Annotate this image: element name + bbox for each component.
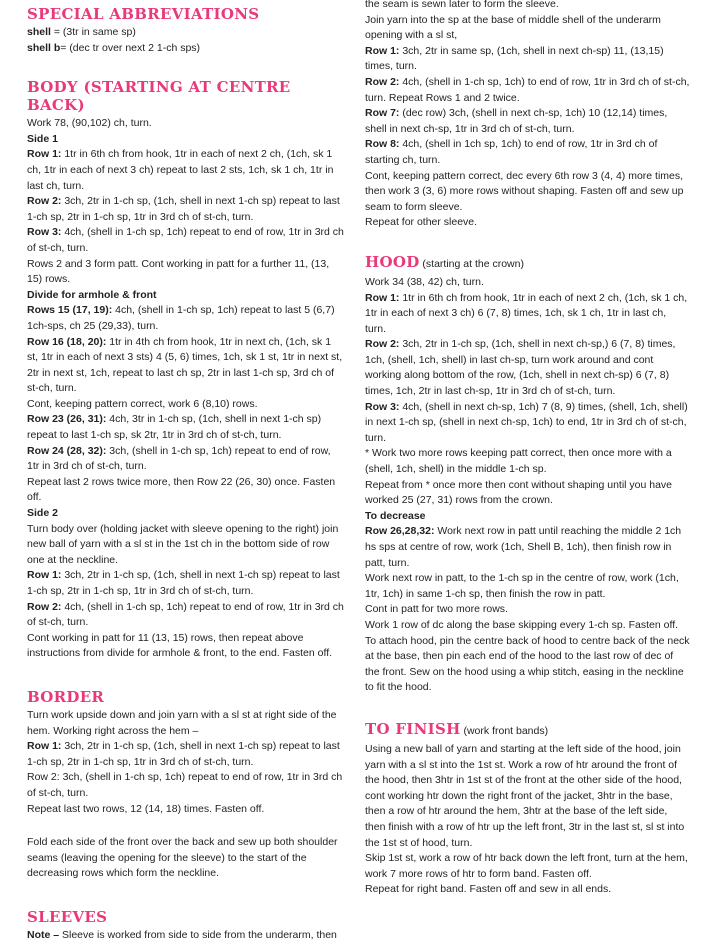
- instruction-text: Repeat for other sleeve.: [365, 216, 478, 229]
- instruction-text: Sleeve is worked from side to side from the underarm, then: [59, 928, 337, 941]
- instruction-text: Work 1 row of dc along the base skipping every 1-ch sp. Fasten off. To attach hood, pin the centre back of hood to centre back of the neck at the base, then pin each end of the hood to the last row of dec of the front. Sew on the hood using a whip stitch, easing in the neckline to fit the hood.: [365, 618, 690, 694]
- instruction-paragraph: [27, 257, 345, 288]
- instruction-paragraph: [27, 194, 345, 225]
- instruction-paragraph: [27, 739, 345, 770]
- instruction-text: Cont, keeping pattern correct, work 6 (8,10) rows.: [27, 397, 258, 410]
- instruction-paragraph: [365, 400, 690, 447]
- row-label: Row 1:: [365, 44, 400, 57]
- instruction-paragraph: [365, 215, 690, 231]
- instruction-paragraph: [365, 44, 690, 75]
- instruction-paragraph: [27, 770, 345, 801]
- instruction-text: Cont working in patt for 11 (13, 15) rows, then repeat above instructions from divide for armhole & front, to the end. Fasten off.: [27, 631, 333, 660]
- row-label: Note –: [27, 928, 60, 941]
- instruction-paragraph: [365, 291, 690, 338]
- instruction-text: = (3tr in same sp): [50, 26, 136, 38]
- instruction-paragraph: [365, 571, 690, 602]
- instruction-text: 3ch, 2tr in same sp, (1ch, shell in next ch-sp) 11, (13,15) times, turn.: [365, 44, 664, 73]
- instruction-text: Turn work upside down and join yarn with a sl st at right side of the hem. Working right across the hem –: [27, 708, 337, 737]
- instruction-paragraph: [365, 137, 690, 168]
- instruction-text: Row 2: 3ch, (shell in 1-ch sp, 1ch) repeat to end of row, 1tr in 3rd ch of st-ch, turn.: [27, 771, 343, 799]
- instruction-paragraph: [27, 802, 345, 818]
- row-label: shell: [27, 26, 51, 38]
- row-label: To decrease: [365, 509, 426, 522]
- instruction-text: 1tr in 6th ch from hook, 1tr in each of next 2 ch, (1ch, sk 1 ch, 1tr in each of next 3 ch) repeat to last 2 sts, 1ch, sk 1 ch, 1tr in last ch, turn.: [27, 148, 334, 192]
- instruction-paragraph: [27, 303, 345, 334]
- instruction-paragraph: [27, 444, 345, 475]
- section-heading-special-abbreviations: [27, 5, 345, 23]
- instruction-paragraph: [27, 522, 345, 569]
- instruction-text: Work 34 (38, 42) ch, turn.: [365, 275, 484, 288]
- row-label: Row 26,28,32:: [365, 525, 435, 538]
- row-label: Side 2: [27, 507, 58, 520]
- instruction-paragraph: [365, 446, 690, 477]
- heading-text: BODY (STARTING AT CENTRE BACK): [27, 78, 291, 115]
- instruction-paragraph: [27, 41, 345, 57]
- instruction-paragraph: [27, 147, 345, 194]
- heading-text: HOOD: [365, 252, 420, 271]
- instruction-text: Rows 2 and 3 form patt. Cont working in patt for a further 11, (13, 15) rows.: [27, 257, 330, 286]
- instruction-paragraph: [27, 335, 345, 397]
- instruction-text: 4ch, (shell in 1ch sp, 1ch) to end of row, 1tr in 3rd ch of starting ch, turn.: [365, 138, 658, 166]
- instruction-paragraph: [27, 835, 345, 882]
- instruction-text: = (dec tr over next 2 1-ch sps): [60, 41, 201, 54]
- instruction-text: 3ch, 2tr in 1-ch sp, (1ch, shell in next 1-ch sp) repeat to last 1-ch sp, 2tr in 1-ch sp, 1tr in 3rd ch of st-ch, turn.: [27, 569, 340, 597]
- heading-text: SLEEVES: [27, 907, 108, 926]
- instruction-text: Using a new ball of yarn and starting at the left side of the hood, join yarn with a sl st into the 1st st. Work a row of htr around the front of the hood, then 3htr in 1st st of the front at the other side of the hood, cont working htr down the right front of the jacket, 3htr in the base, then a row of htr around the hem, 3htr at the base of the left side, then finish with a row of htr up the left front, 3tr in the last st, sl st into the 1st st of hood, turn.: [365, 742, 685, 849]
- row-label: Row 1:: [27, 740, 62, 753]
- row-label: Row 3:: [27, 226, 62, 239]
- instruction-text: 3ch, 2tr in 1-ch sp, (1ch, shell in next 1-ch sp) repeat to last 1-ch sp, 2tr in 1-ch sp, 1tr in 3rd ch of st-ch, turn.: [27, 740, 340, 768]
- row-label: Rows 15 (17, 19):: [27, 304, 113, 317]
- section-heading-hood: [365, 253, 690, 273]
- section-heading-sleeves: [27, 908, 345, 926]
- row-label: Row 2:: [365, 75, 400, 88]
- instruction-paragraph: [27, 631, 345, 662]
- section-heading-border: [27, 688, 345, 706]
- instruction-text: Skip 1st st, work a row of htr back down the left front, turn at the hem, work 7 more rows of htr to form band. Fasten off.: [365, 852, 688, 880]
- instruction-text: Cont, keeping pattern correct, dec every 6th row 3 (4, 4) more times, then work 3 (3, 6) more rows without shaping. Fasten off and sew up seam to form sleeve.: [365, 169, 684, 213]
- heading-subtitle: (work front bands): [460, 724, 549, 737]
- row-label: Divide for armhole & front: [27, 288, 157, 301]
- row-label: Row 2:: [365, 338, 400, 351]
- instruction-text: Work next row in patt until reaching the middle 2 1ch hs sps at centre of row, work (1ch, Shell B, 1ch), then finish row in patt, turn.: [365, 525, 682, 569]
- instruction-paragraph: [27, 928, 345, 944]
- row-label: Row 1:: [27, 569, 62, 582]
- row-label: Row 2:: [27, 195, 62, 208]
- row-label: shell b: [27, 41, 61, 54]
- row-label: Side 1: [27, 132, 58, 145]
- instruction-paragraph: [27, 25, 345, 41]
- instruction-paragraph: [27, 475, 345, 506]
- instruction-paragraph: [27, 412, 345, 443]
- instruction-text: Repeat last two rows, 12 (14, 18) times. Fasten off.: [27, 802, 265, 815]
- instruction-paragraph: [365, 742, 690, 851]
- instruction-paragraph: [365, 13, 690, 44]
- row-label: Row 1:: [27, 148, 62, 161]
- instruction-text: 4ch, (shell in next ch-sp, 1ch) 7 (8, 9) times, (shell, 1ch, shell) in next 1-ch sp, (shell in next ch-sp, 1ch) to end, 1tr in 3rd ch of st-ch, turn.: [365, 400, 688, 444]
- left-column: [27, 0, 345, 944]
- instruction-text: Cont in patt for two more rows.: [365, 603, 508, 616]
- section-heading-to-finish: [365, 720, 690, 740]
- instruction-text: 4ch, (shell in 1-ch sp, 1ch) repeat to last 5 (6,7) 1ch-sps, ch 25 (29,33), turn.: [27, 304, 335, 332]
- heading-text: TO FINISH: [365, 719, 461, 738]
- instruction-text: 1tr in 6th ch from hook, 1tr in each of next 2 ch, (1ch, sk 1 ch, 1tr in each of next 3 ch) 6 (7, 8) times, 1ch, sk 1 ch, 1tr in last ch, turn.: [365, 291, 688, 335]
- instruction-text: Repeat from * once more then cont without shaping until you have worked 25 (27, 31) rows from the crown.: [365, 478, 673, 507]
- instruction-text: 3ch, 2tr in 1-ch sp, (1ch, shell in next ch-sp,) 6 (7, 8) times, 1ch, (shell, 1ch, shell) in last ch-sp, turn work around and cont working along bottom of the row, (1ch, shell in next ch-sp) 6 (7, 8) times, 1ch, 2tr in last ch-sp, 1tr in 3rd ch of st-ch, turn.: [365, 338, 676, 398]
- right-column: [365, 0, 690, 898]
- instruction-paragraph: [365, 602, 690, 618]
- row-label: Row 3:: [365, 400, 400, 413]
- instruction-paragraph: [365, 75, 690, 106]
- row-label: Row 23 (26, 31):: [27, 413, 107, 426]
- instruction-paragraph: [365, 882, 690, 898]
- instruction-text: (dec row) 3ch, (shell in next ch-sp, 1ch) 10 (12,14) times, shell in next ch-sp, 1tr in 3rd ch of st-ch, turn.: [365, 107, 668, 135]
- instruction-paragraph: [27, 288, 345, 304]
- instruction-paragraph: [365, 106, 690, 137]
- instruction-text: * Work two more rows keeping patt correct, then once more with a (shell, 1ch, shell) in the middle 1-ch sp.: [365, 447, 672, 476]
- row-label: Row 16 (18, 20):: [27, 335, 107, 348]
- row-label: Row 24 (28, 32):: [27, 444, 107, 457]
- instruction-text: 3ch, 2tr in 1-ch sp, (1ch, shell in next 1-ch sp) repeat to last 1-ch sp, 2tr in 1-ch sp, 1tr in 3rd ch of st-ch, turn.: [27, 195, 340, 223]
- instruction-paragraph: [27, 600, 345, 631]
- instruction-paragraph: [365, 618, 690, 696]
- instruction-text: 3ch, (shell in 1-ch sp, 1ch) repeat to end of row, 1tr in 3rd ch of st-ch, turn.: [27, 444, 331, 473]
- instruction-paragraph: [27, 397, 345, 413]
- instruction-text: Work 78, (90,102) ch, turn.: [27, 117, 152, 130]
- instruction-paragraph: [365, 169, 690, 216]
- instruction-text: 4ch, (shell in 1-ch sp, 1ch) repeat to end of row, 1tr in 3rd ch of st-ch, turn.: [27, 600, 344, 629]
- row-label: Row 8:: [365, 138, 400, 151]
- instruction-text: 1tr in 4th ch from hook, 1tr in next ch, (1ch, sk 1 st, 1tr in each of next 3 sts) 4 (5, 6) times, 1ch, sk 1 st, 1tr in next st, 2tr in next st, 1ch, repeat to last ch sp, 2tr in last 1-ch sp, 3rd ch of st-ch, turn.: [27, 335, 343, 395]
- instruction-text: Repeat last 2 rows twice more, then Row 22 (26, 30) once. Fasten off.: [27, 475, 336, 504]
- instruction-text: 4ch, 3tr in 1-ch sp, (1ch, shell in next 1-ch sp) repeat to last 1-ch sp, sk 2tr, 1tr in 3rd ch of st-ch, turn.: [27, 413, 322, 442]
- instruction-text: Join yarn into the sp at the base of middle shell of the underarm opening with a sl st,: [365, 13, 661, 42]
- row-label: Row 2:: [27, 600, 62, 613]
- instruction-paragraph: [365, 509, 690, 525]
- instruction-paragraph: [365, 851, 690, 882]
- instruction-paragraph: [365, 337, 690, 399]
- instruction-paragraph: [27, 132, 345, 148]
- instruction-paragraph: [365, 478, 690, 509]
- instruction-paragraph: [27, 225, 345, 256]
- instruction-text: 4ch, (shell in 1-ch sp, 1ch) to end of row, 1tr in 3rd ch of st-ch, turn. Repeat Rows 1 and 2 twice.: [365, 75, 690, 104]
- instruction-paragraph: [27, 568, 345, 599]
- row-label: Row 7:: [365, 107, 400, 120]
- heading-text: SPECIAL ABBREVIATIONS: [27, 5, 260, 23]
- instruction-paragraph: [27, 708, 345, 739]
- instruction-text: Repeat for right band. Fasten off and sew in all ends.: [365, 883, 612, 896]
- instruction-text: 4ch, (shell in 1-ch sp, 1ch) repeat to end of row, 1tr in 3rd ch of st-ch, turn.: [27, 226, 344, 254]
- instruction-paragraph: [365, 524, 690, 571]
- instruction-text: Work next row in patt, to the 1-ch sp in the centre of row, work (1ch, 1tr, 1ch) in same 1-ch sp, then finish the row in patt.: [365, 572, 679, 600]
- instruction-text: Turn body over (holding jacket with sleeve opening to the right) join new ball of yarn with a sl st in the 1st ch in the bottom side of row one at the neckline.: [27, 522, 339, 566]
- section-heading-body-starting-at-centre-back: [27, 78, 345, 114]
- row-label: Row 1:: [365, 291, 400, 304]
- instruction-text: Fold each side of the front over the back and sew up both shoulder seams (leaving the opening for the sleeve) to the start of the decreasing rows which form the neckline.: [27, 836, 338, 880]
- instruction-paragraph: [27, 116, 345, 132]
- heading-text: BORDER: [27, 687, 105, 706]
- instruction-paragraph: [365, 0, 690, 13]
- instruction-text: the seam is sewn later to form the sleeve.: [365, 0, 559, 10]
- instruction-paragraph: [27, 506, 345, 522]
- heading-subtitle: (starting at the crown): [419, 257, 524, 270]
- instruction-paragraph: [365, 275, 690, 291]
